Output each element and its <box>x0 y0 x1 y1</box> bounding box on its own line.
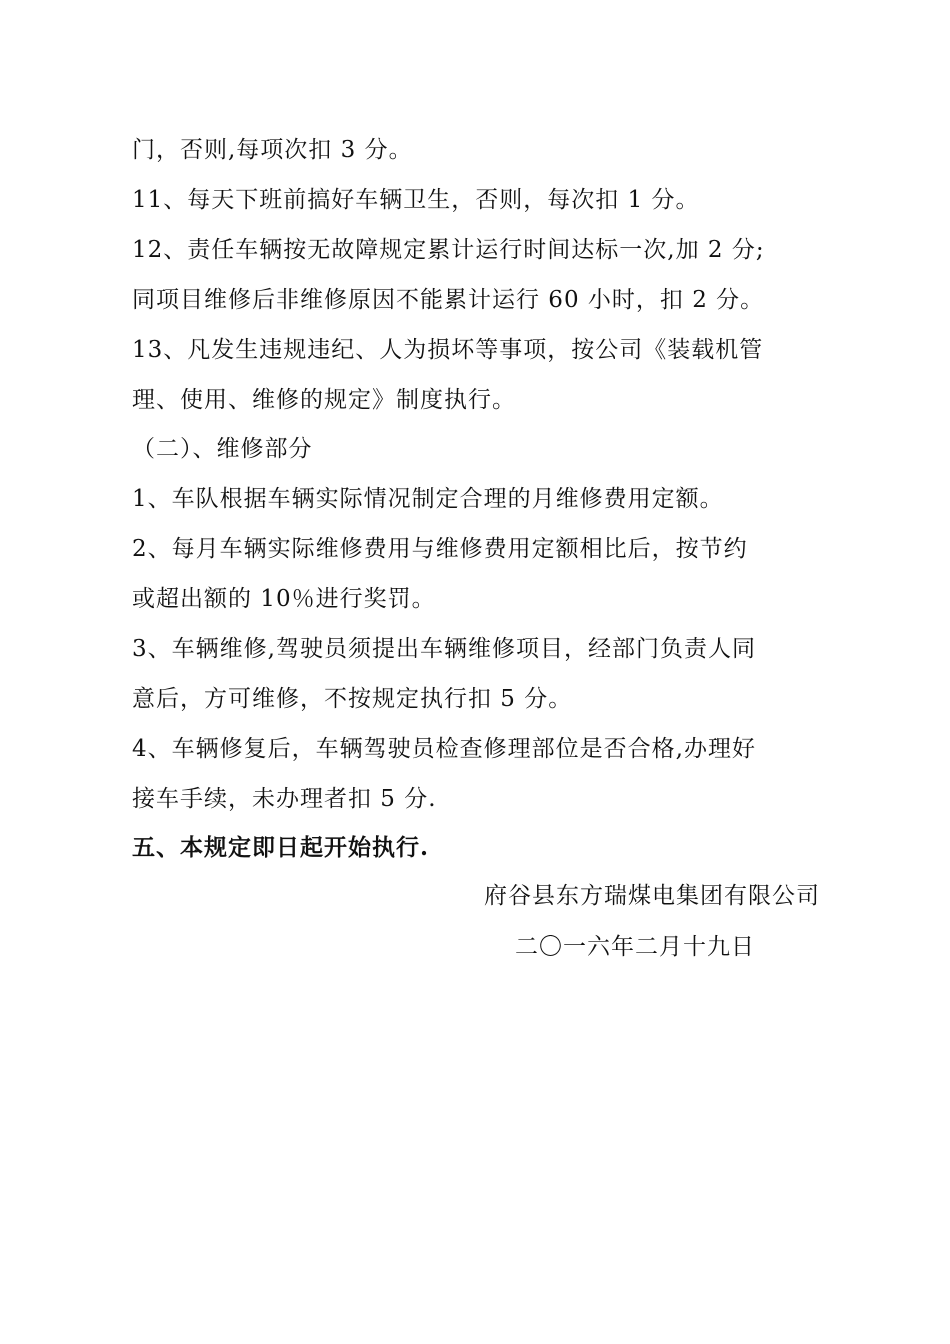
paragraph-line: 或超出额的 10％进行奖罚。 <box>132 586 436 612</box>
section-five-heading: 五、本规定即日起开始执行. <box>132 834 430 861</box>
paragraph-line: 3、车辆维修,驾驶员须提出车辆维修项目，经部门负责人同 <box>132 636 756 662</box>
paragraph-line: 13、凡发生违规违纪、人为损坏等事项，按公司《装载机管 <box>132 337 764 363</box>
section-heading: （二）、维修部分 <box>132 436 313 462</box>
company-signature: 府谷县东方瑞煤电集团有限公司 <box>484 883 820 909</box>
paragraph-line: 1、车队根据车辆实际情况制定合理的月维修费用定额。 <box>132 486 724 512</box>
paragraph-line: 门，否则,每项次扣 3 分。 <box>132 137 413 163</box>
paragraph-line: 4、车辆修复后，车辆驾驶员检查修理部位是否合格,办理好 <box>132 736 756 762</box>
paragraph-line: 2、每月车辆实际维修费用与维修费用定额相比后，按节约 <box>132 536 748 562</box>
paragraph-line: 意后，方可维修，不按规定执行扣 5 分。 <box>132 686 573 712</box>
paragraph-line: 同项目维修后非维修原因不能累计运行 60 小时，扣 2 分。 <box>132 287 765 313</box>
paragraph-line: 理、使用、维修的规定》制度执行。 <box>132 387 516 413</box>
paragraph-line: 12、责任车辆按无故障规定累计运行时间达标一次,加 2 分; <box>132 237 765 263</box>
paragraph-line: 接车手续，未办理者扣 5 分. <box>132 786 437 812</box>
signature-date: 二〇一六年二月十九日 <box>515 934 755 960</box>
paragraph-line: 11、每天下班前搞好车辆卫生，否则，每次扣 1 分。 <box>132 187 700 213</box>
